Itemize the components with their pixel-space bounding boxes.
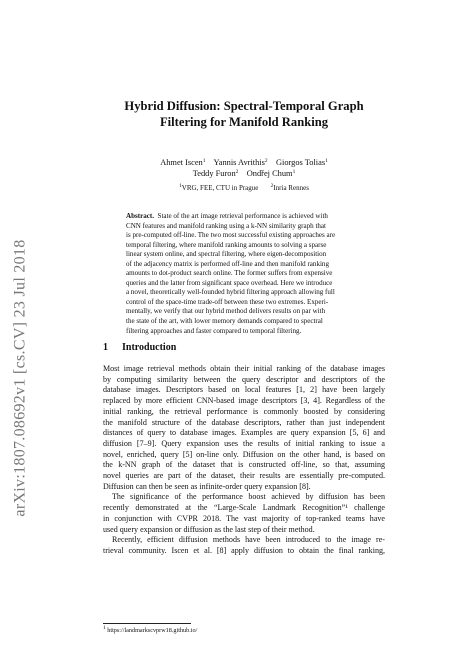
affiliations	[103, 184, 385, 193]
body-line: diffusion [7–9]. Query expansion uses the results of initial ranking to issue a	[103, 438, 385, 448]
body-text	[103, 364, 385, 557]
author-name: Ahmet Iscen	[160, 158, 203, 167]
body-line: The significance of the performance boost achieved by diffusion has been	[112, 492, 385, 502]
abstract-line: queries and the latter from significant space overhead. Here we introduce	[126, 278, 333, 287]
affil-mark: 1	[179, 183, 182, 189]
body-line: by computing similarity between the query descriptor and descriptors of the	[103, 374, 385, 384]
paper-title	[103, 98, 385, 130]
arxiv-identifier: arXiv:1807.08692v1 [cs.CV] 23 Jul 2018	[12, 239, 30, 517]
author-line-1	[103, 157, 385, 168]
body-line: the k-NN graph of the dataset that is constructed off-line, so that, assuming	[103, 460, 385, 470]
abstract-line: filtering approaches and faster compared to temporal filtering.	[126, 326, 302, 335]
abstract-line: temporal filtering, where manifold ranking amounts to solving a sparse	[126, 240, 327, 249]
footnote-url[interactable]: https://landmarkscvprw18.github.io/	[107, 627, 198, 634]
footnote-mark: 1	[103, 625, 106, 631]
author-line-2	[103, 168, 385, 179]
body-line: distances of query to database images. Examples are query expansion [5, 6] and	[103, 428, 385, 438]
author-affil-mark: 1	[325, 158, 328, 164]
author-affil-mark: 2	[264, 158, 268, 164]
author-affil-mark: 1	[202, 158, 206, 164]
arxiv-stamp	[8, 182, 34, 574]
author-name: Ondřej Chum	[246, 169, 293, 178]
footnote	[103, 627, 385, 635]
abstract-line: CNN features and manifold ranking using a k-NN similarity graph that	[126, 221, 327, 230]
author-name: Giorgos Tolias	[275, 158, 326, 167]
body-line: novel, enriched, query [5] on-line only. Diffusion on the other hand, is based on	[103, 449, 385, 459]
abstract-line: a novel, theoretically well-founded hybrid filtering approach allowing full	[126, 288, 335, 297]
footnote-divider	[103, 623, 191, 624]
section-title: Introduction	[122, 342, 177, 353]
author-affil-mark: 1	[292, 169, 296, 175]
abstract	[126, 212, 362, 336]
author-name: Yannis Avrithis	[213, 158, 265, 167]
affiliation-text: VRG, FEE, CTU in Prague	[181, 184, 259, 192]
body-line: the manifold structure of the database descriptors, rather than just independent	[103, 417, 385, 427]
body-line: recently demonstrated at the “Large-Scale Landmark Recognition”¹ challenge	[103, 503, 385, 513]
body-line: initial ranking, the retrieval performance is commonly boosted by considering	[103, 406, 385, 416]
abstract-line: control of the space-time trade-off between these two extremes. Experi-	[126, 297, 329, 306]
section-heading	[103, 342, 385, 353]
author-name: Teddy Furon	[192, 169, 236, 178]
author-affil-mark: 2	[235, 169, 239, 175]
abstract-line: of the adjacency matrix is performed off-line and then manifold ranking	[126, 259, 329, 268]
abstract-label: Abstract.	[126, 212, 154, 220]
title-line-1: Hybrid Diffusion: Spectral-Temporal Graph	[124, 99, 364, 113]
abstract-line: linear system online, and spectral filtering, where eigen-decomposition	[126, 250, 327, 259]
body-line: database images. Descriptors based on local features [1, 2] have been largely	[103, 385, 385, 395]
section-number: 1	[103, 342, 108, 353]
body-line: Diffusion can then be seen as infinite-order query expansion [8].	[103, 481, 311, 491]
abstract-line: the state of the art, with lower memory demands compared to spectral	[126, 317, 323, 326]
body-line: trieval community. Iscen et al. [8] apply diffusion to obtain the final ranking,	[103, 545, 385, 555]
abstract-line-text: State of the art image retrieval performance is achieved with	[157, 212, 328, 220]
body-line: novel queries are part of the dataset, their results are essentially pre-computed.	[103, 471, 385, 481]
body-line: in conjunction with CVPR 2018. The vast majority of top-ranked teams have	[103, 513, 385, 523]
body-line: Recently, efficient diffusion methods have been introduced to the image re-	[112, 535, 385, 545]
author-list	[103, 157, 385, 179]
body-line: replaced by more efficient CNN-based image descriptors [3, 4]. Regardless of the	[103, 396, 385, 406]
title-line-2: Filtering for Manifold Ranking	[159, 115, 329, 129]
abstract-line: is pre-computed off-line. The two most successful existing approaches are	[126, 231, 336, 240]
abstract-line: amounts to dot-product search online. The former suffers from expensive	[126, 269, 333, 278]
abstract-line	[126, 212, 362, 222]
body-line: used query expansion or diffusion as the last step of their method.	[103, 524, 315, 534]
body-line: Most image retrieval methods obtain their initial ranking of the database images	[103, 364, 385, 373]
abstract-line: mentally, we verify that our hybrid method delivers results on par with	[126, 307, 326, 316]
affiliation-text: Inria Rennes	[273, 184, 309, 192]
affil-mark: 2	[270, 183, 274, 189]
